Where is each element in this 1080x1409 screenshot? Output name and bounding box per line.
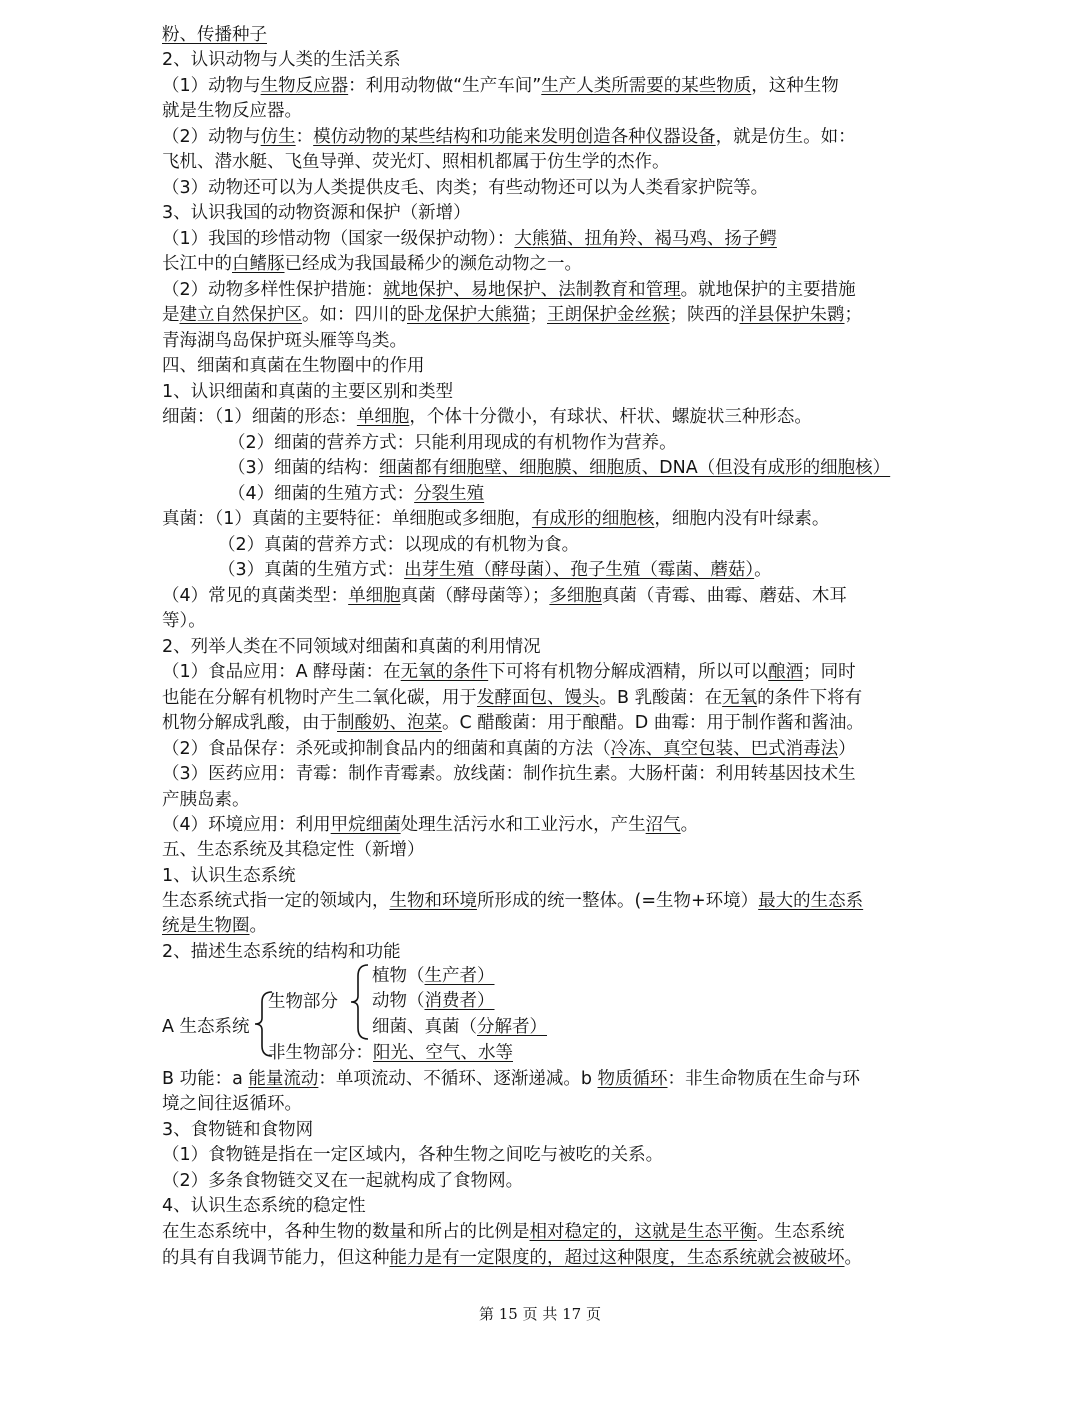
text-line: 是建立自然保护区。如：四川的卧龙保护大熊猫；王朗保护金丝猴；陕西的洋县保护朱鹮； <box>162 305 862 325</box>
tree-bio-part: 生物部分 <box>268 992 338 1012</box>
subsection-heading: 2、列举人类在不同领域对细菌和真菌的利用情况 <box>162 637 541 657</box>
text-line: 境之间往返循环。 <box>162 1094 302 1114</box>
subsection-heading: 3、食物链和食物网 <box>162 1120 314 1140</box>
text-line: （2）多条食物链交叉在一起就构成了食物网。 <box>162 1171 524 1191</box>
text-line: （3）细菌的结构：细菌都有细胞壁、细胞膜、细胞质、DNA（但没有成形的细胞核） <box>228 458 891 478</box>
text-line: B 功能：a 能量流动：单项流动、不循环、逐渐递减。b 物质循环：非生命物质在生命与环 <box>162 1069 861 1089</box>
text-line: （3）医药应用：青霉：制作青霉素。放线菌：制作抗生素。大肠杆菌：利用转基因技术生 <box>162 764 856 784</box>
text-line: （4）细菌的生殖方式：分裂生殖 <box>228 484 485 504</box>
text-line: （2）真菌的营养方式：以现成的有机物为食。 <box>218 535 580 555</box>
text-line: 产胰岛素。 <box>162 790 250 810</box>
text-line: 真菌：（1）真菌的主要特征：单细胞或多细胞，有成形的细胞核，细胞内没有叶绿素。 <box>162 509 830 529</box>
text-line: 等）。 <box>162 611 206 631</box>
text-line: 生态系统式指一定的领域内，生物和环境所形成的统一整体。(=生物+环境）最大的生态系 <box>162 891 864 911</box>
subsection-heading: 2、描述生态系统的结构和功能 <box>162 942 401 962</box>
subsection-heading: 1、认识细菌和真菌的主要区别和类型 <box>162 382 454 402</box>
text-line: 在生态系统中，各种生物的数量和所占的比例是相对稳定的，这就是生态平衡。生态系统 <box>162 1222 845 1242</box>
section-heading: 五、生态系统及其稳定性（新增） <box>162 840 425 860</box>
text-line: （2）动物与仿生：模仿动物的某些结构和功能来发明创造各种仪器设备，就是仿生。如： <box>162 127 856 147</box>
tree-producer: 植物（生产者） <box>372 966 495 986</box>
text-line: 也能在分解有机物时产生二氧化碳，用于发酵面包、馒头。B 乳酸菌：在无氧的条件下将有 <box>162 688 863 708</box>
text-line: （2）动物多样性保护措施：就地保护、易地保护、法制教育和管理。就地保护的主要措施 <box>162 280 856 300</box>
text-line: 机物分解成乳酸，由于制酸奶、泡菜。C 醋酸菌：用于酿醋。D 曲霉：用于制作酱和酱油。 <box>162 713 864 733</box>
text-line: （2）细菌的营养方式：只能利用现成的有机物作为营养。 <box>228 433 677 453</box>
text-line: （1）食物链是指在一定区域内，各种生物之间吃与被吃的关系。 <box>162 1145 664 1165</box>
text-line: （2）食品保存：杀死或抑制食品内的细菌和真菌的方法（冷冻、真空包装、巴式消毒法） <box>162 739 856 759</box>
tree-consumer: 动物（消费者） <box>372 991 495 1011</box>
text-line: （3）动物还可以为人类提供皮毛、肉类；有些动物还可以为人类看家护院等。 <box>162 178 769 198</box>
tree-decomposer: 细菌、真菌（分解者） <box>372 1017 547 1037</box>
brace-icon <box>348 962 372 1042</box>
text-line: （1）动物与生物反应器：利用动物做“生产车间”生产人类所需要的某些物质，这种生物 <box>162 76 839 96</box>
tree-nonbio-part: 非生物部分：阳光、空气、水等 <box>268 1043 513 1063</box>
text-line: 飞机、潜水艇、飞鱼导弹、荧光灯、照相机都属于仿生学的杰作。 <box>162 152 670 172</box>
page-number: 第 15 页 共 17 页 <box>478 1305 601 1323</box>
text-line: 长江中的白鳍豚已经成为我国最稀少的濒危动物之一。 <box>162 254 582 274</box>
text-line: （1）食品应用：A 酵母菌：在无氧的条件下可将有机物分解成酒精，所以可以酿酒；同时 <box>162 662 856 682</box>
subsection-heading: 4、认识生态系统的稳定性 <box>162 1196 366 1216</box>
text-line: （4）环境应用：利用甲烷细菌处理生活污水和工业污水，产生沼气。 <box>162 815 699 835</box>
subsection-heading: 2、认识动物与人类的生活关系 <box>162 50 401 70</box>
text-line: 统是生物圈。 <box>162 916 267 936</box>
subsection-heading: 3、认识我国的动物资源和保护（新增） <box>162 203 471 223</box>
tree-root: A 生态系统 <box>162 1017 250 1037</box>
text-line: （3）真菌的生殖方式：出芽生殖（酵母菌）、孢子生殖（霉菌、蘑菇）。 <box>218 560 772 580</box>
text-line: 粉、传播种子 <box>162 25 267 45</box>
text-line: 细菌：（1）细菌的形态：单细胞，个体十分微小，有球状、杆状、螺旋状三种形态。 <box>162 407 812 427</box>
text-line: 青海湖鸟岛保护斑头雁等鸟类。 <box>162 331 407 351</box>
section-heading: 四、细菌和真菌在生物圈中的作用 <box>162 356 425 376</box>
text-line: 的具有自我调节能力，但这种能力是有一定限度的，超过这种限度，生态系统就会被破坏。 <box>162 1248 862 1268</box>
text-line: （4）常见的真菌类型：单细胞真菌（酵母菌等）；多细胞真菌（青霉、曲霉、蘑菇、木耳 <box>162 586 847 606</box>
text-line: 就是生物反应器。 <box>162 101 302 121</box>
text-line: （1）我国的珍惜动物（国家一级保护动物）：大熊猫、扭角羚、褐马鸡、扬子鳄 <box>162 229 777 249</box>
subsection-heading: 1、认识生态系统 <box>162 866 296 886</box>
